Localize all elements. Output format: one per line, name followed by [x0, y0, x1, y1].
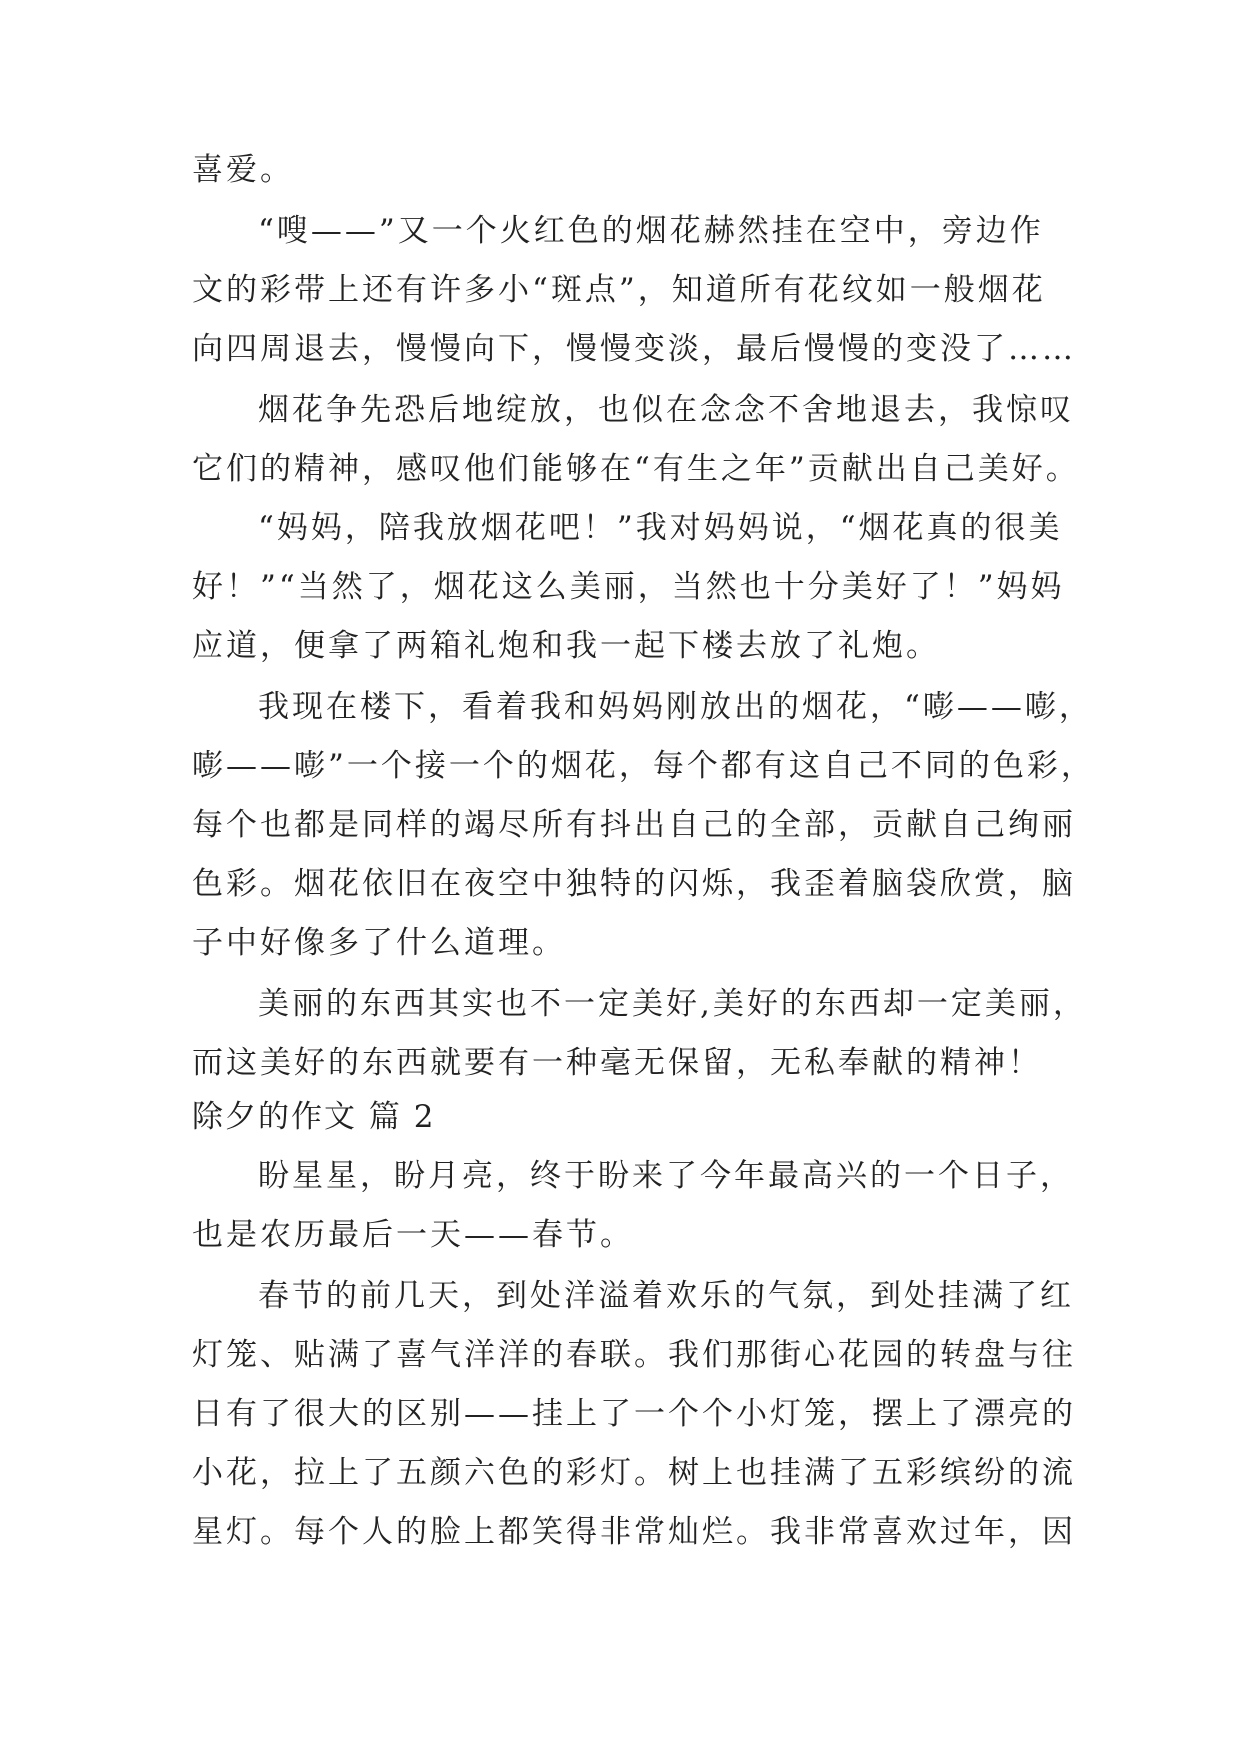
paragraph-first-line: “妈妈，陪我放烟花吧！”我对妈妈说，“烟花真的很美	[258, 510, 1063, 546]
text-line: 嘭——嘭”一个接一个的烟花，每个都有这自己不同的色彩，	[192, 748, 1095, 784]
text-line: 小花，拉上了五颜六色的彩灯。树上也挂满了五彩缤纷的流	[192, 1455, 1076, 1491]
text-line: 也是农历最后一天——春节。	[192, 1217, 634, 1253]
paragraph-first-line: 烟花争先恐后地绽放，也似在念念不舍地退去，我惊叹	[258, 392, 1074, 428]
text-line: 子中好像多了什么道理。	[192, 925, 566, 961]
text-line: 每个也都是同样的竭尽所有抖出自己的全部，贡献自己绚丽	[192, 807, 1076, 843]
text-line: 应道，便拿了两箱礼炮和我一起下楼去放了礼炮。	[192, 628, 940, 664]
text-line: 向四周退去，慢慢向下，慢慢变淡，最后慢慢的变没了……	[192, 331, 1076, 367]
text-line: 它们的精神，感叹他们能够在“有生之年”贡献出自己美好。	[192, 451, 1080, 487]
text-line: 文的彩带上还有许多小“斑点”，知道所有花纹如一般烟花	[192, 272, 1046, 308]
text-line: 而这美好的东西就要有一种毫无保留，无私奉献的精神！	[192, 1045, 1042, 1081]
text-line: 灯笼、贴满了喜气洋洋的春联。我们那街心花园的转盘与往	[192, 1337, 1076, 1373]
text-line: 星灯。每个人的脸上都笑得非常灿烂。我非常喜欢过年，因	[192, 1514, 1076, 1550]
text-line: 好！”“当然了，烟花这么美丽，当然也十分美好了！”妈妈	[192, 569, 1065, 605]
text-line: 日有了很大的区别——挂上了一个个小灯笼，摆上了漂亮的	[192, 1396, 1076, 1432]
paragraph-first-line: 春节的前几天，到处洋溢着欢乐的气氛，到处挂满了红	[258, 1278, 1074, 1314]
paragraph-first-line: 美丽的东西其实也不一定美好,美好的东西却一定美丽，	[258, 986, 1087, 1022]
paragraph-first-line: 我现在楼下，看着我和妈妈刚放出的烟花，“嘭——嘭，	[258, 689, 1093, 725]
section-heading: 除夕的作文 篇 2	[192, 1099, 436, 1135]
text-line: 色彩。烟花依旧在夜空中独特的闪烁，我歪着脑袋欣赏，脑	[192, 866, 1076, 902]
paragraph-first-line: “嗖——”又一个火红色的烟花赫然挂在空中，旁边作	[258, 213, 1044, 249]
paragraph-first-line: 盼星星，盼月亮，终于盼来了今年最高兴的一个日子，	[258, 1158, 1074, 1194]
text-line: 喜爱。	[192, 152, 294, 188]
